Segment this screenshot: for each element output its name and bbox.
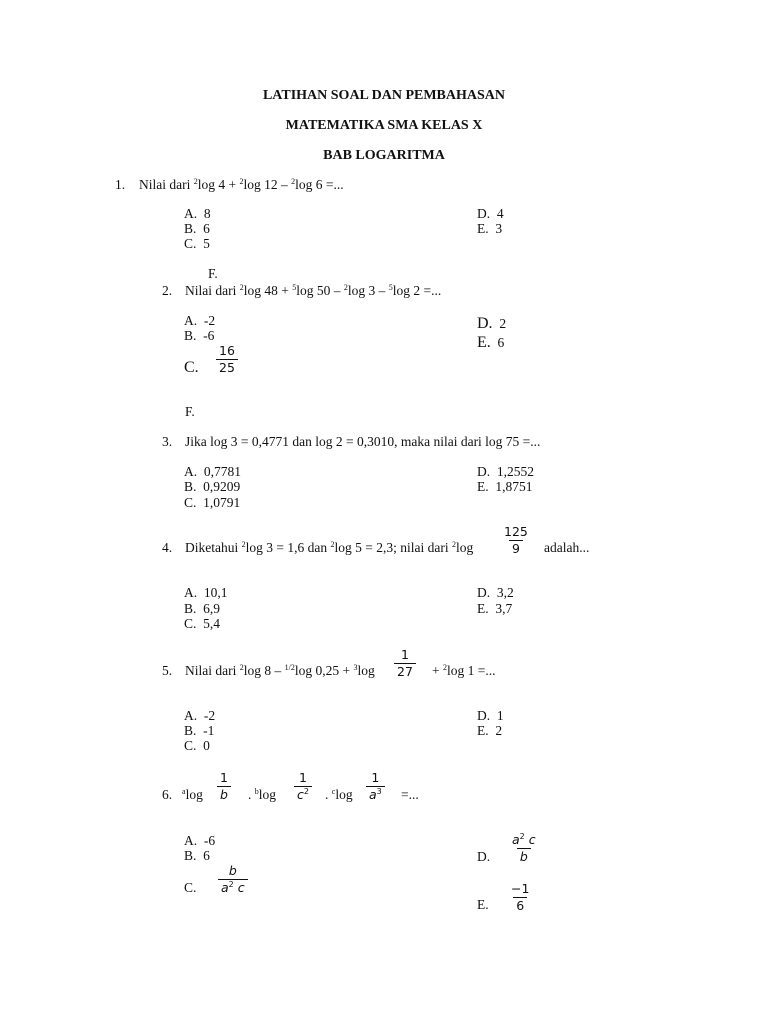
q6-option-d-label: D. <box>477 849 491 864</box>
q5-text: Nilai dari $^2$log 8 – $^{1/2}$log 0,25 + $^3$log <box>185 663 375 678</box>
q5-number: 5. <box>162 663 173 678</box>
q6-fraction-3: $\frac{1}{a^3}$ <box>366 771 385 803</box>
q6-term-c: . $^c$log <box>325 787 353 802</box>
q2-option-d: D. 2 <box>477 315 507 332</box>
q1-option-d: D. 4 <box>477 206 504 221</box>
q3-option-b: B. 0,9209 <box>184 479 241 494</box>
q4-fraction: $\frac{125}{9}$ <box>504 524 528 557</box>
q5-option-a: A. -2 <box>184 708 216 723</box>
q4-option-e: E. 3,7 <box>477 601 513 616</box>
q2-option-b: B. -6 <box>184 328 215 343</box>
q4-text: Diketahui $^2$log 3 = 1,6 dan $^2$log 5 = 2,3; nilai dari $^2$log <box>185 540 474 555</box>
q3-number: 3. <box>162 434 173 449</box>
q4-number: 4. <box>162 540 173 555</box>
q6-option-e-fraction: $\frac{-1}{6}$ <box>511 881 530 914</box>
q6-option-a: A. -6 <box>184 833 216 848</box>
q6-option-c-fraction: $\frac{b}{a^2 c}$ <box>218 864 248 896</box>
q2-text: Nilai dari $^2$log 48 + $^5$log 50 – $^2$log 3 – $^5$log 2 =... <box>185 283 442 298</box>
q2-option-c-label: C. <box>184 359 199 376</box>
q4-option-d: D. 3,2 <box>477 585 514 600</box>
q1-option-c: C. 5 <box>184 236 210 251</box>
q2-stray-label: F. <box>185 404 195 419</box>
q6-term-a: $^a$log <box>182 787 203 802</box>
q2-option-e: E. 6 <box>477 334 505 351</box>
q1-stray-label: F. <box>208 266 218 281</box>
q3-option-d: D. 1,2552 <box>477 464 534 479</box>
q1-option-b: B. 6 <box>184 221 210 236</box>
q6-option-c-label: C. <box>184 880 197 895</box>
q6-number: 6. <box>162 787 173 802</box>
q3-option-c: C. 1,0791 <box>184 495 241 510</box>
chapter-title: BAB LOGARITMA <box>323 148 445 163</box>
q4-text-end: adalah... <box>544 540 590 555</box>
q5-option-c: C. 0 <box>184 738 210 753</box>
q4-option-c: C. 5,4 <box>184 616 221 631</box>
q5-option-b: B. -1 <box>184 723 215 738</box>
q6-term-b: . $^b$log <box>248 787 277 802</box>
q5-fraction: $\frac{1}{27}$ <box>394 648 416 680</box>
q3-option-e: E. 1,8751 <box>477 479 533 494</box>
doc-title: LATIHAN SOAL DAN PEMBAHASAN <box>262 88 506 103</box>
q4-option-b: B. 6,9 <box>184 601 221 616</box>
q1-number: 1. <box>115 177 126 192</box>
doc-subtitle: MATEMATIKA SMA KELAS X <box>285 118 483 133</box>
q1-text: Nilai dari $^2$log 4 + $^2$log 12 – $^2$log 6 =... <box>139 177 344 192</box>
q1-option-e: E. 3 <box>477 221 503 236</box>
q6-option-e-label: E. <box>477 897 489 912</box>
q2-number: 2. <box>162 283 173 298</box>
q3-option-a: A. 0,7781 <box>184 464 241 479</box>
q6-fraction-2: $\frac{1}{c^2}$ <box>294 771 312 803</box>
q6-fraction-1: $\frac{1}{b}$ <box>217 771 231 803</box>
q5-option-e: E. 2 <box>477 723 503 738</box>
q3-text: Jika log 3 = 0,4771 dan log 2 = 0,3010, maka nilai dari log 75 =... <box>185 434 541 449</box>
q2-option-c-fraction: $\frac{16}{25}$ <box>216 344 238 376</box>
q6-option-b: B. 6 <box>184 848 210 863</box>
q2-option-a: A. -2 <box>184 313 216 328</box>
q5-text-end: + $^2$log 1 =... <box>432 663 496 678</box>
q4-option-a: A. 10,1 <box>184 585 228 600</box>
q6-text-end: =... <box>401 787 419 802</box>
q6-option-d-fraction: $\frac{a^2 c}{b}$ <box>512 832 536 865</box>
q5-option-d: D. 1 <box>477 708 504 723</box>
q1-option-a: A. 8 <box>184 206 211 221</box>
